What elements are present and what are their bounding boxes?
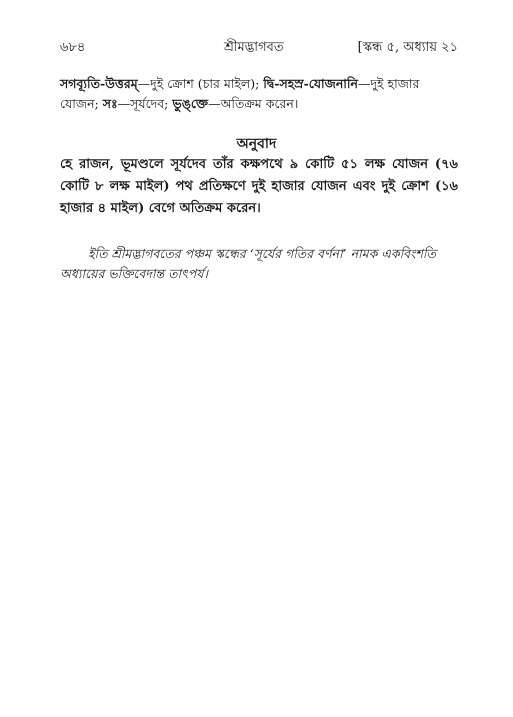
separator: —: [117, 96, 131, 111]
separator: —: [208, 96, 221, 111]
meaning: সূর্যদেব;: [130, 96, 173, 111]
word-meanings: [60, 74, 458, 114]
term: দ্বি-সহস্র-যোজনানি: [263, 76, 358, 91]
term: সঃ: [102, 96, 118, 111]
term: ভুঙ্‌ক্তে: [172, 96, 209, 111]
meaning: দুই ক্রোশ (চার মাইল);: [150, 76, 264, 91]
translation-text: হে রাজন, ভূমণ্ডলে সূর্যদেব তাঁর কক্ষপথে ৯ কোটি ৫১ লক্ষ যোজন (৭৬ কোটি ৮ লক্ষ মাইল) পথ প্রতিক্ষণে দুই হাজার যোজন এবং দুই ক্রোশ (১৬ হাজার ৪ মাইল) বেগে অতিক্রম করেন।: [60, 157, 458, 216]
closing-chapter-title: ‘সূর্যের গতির বর্ণনা’: [249, 246, 347, 261]
separator: —: [357, 76, 371, 91]
meaning: দুই হাজার যোজন;: [60, 76, 420, 111]
translation-heading: অনুবাদ: [236, 136, 277, 152]
closing-prefix: ইতি শ্রীমদ্ভাগবতের পঞ্চম স্কন্ধের: [88, 246, 250, 261]
closing-suffix: নামক একবিংশতি অধ্যায়ের ভক্তিবেদান্ত তাৎপর্য।: [60, 246, 436, 281]
term: সগব্যূতি-উত্তরম্: [60, 76, 138, 91]
page-number: ৬৮৪: [60, 40, 86, 55]
chapter-closing: [60, 244, 458, 284]
page-header: [60, 38, 458, 58]
book-title: শ্রীমদ্ভাগবত: [224, 40, 284, 55]
section-reference: [স্কন্ধ ৫, অধ্যায় ২১: [357, 40, 458, 55]
meaning: অতিক্রম করেন।: [220, 96, 299, 111]
separator: —: [137, 76, 151, 91]
